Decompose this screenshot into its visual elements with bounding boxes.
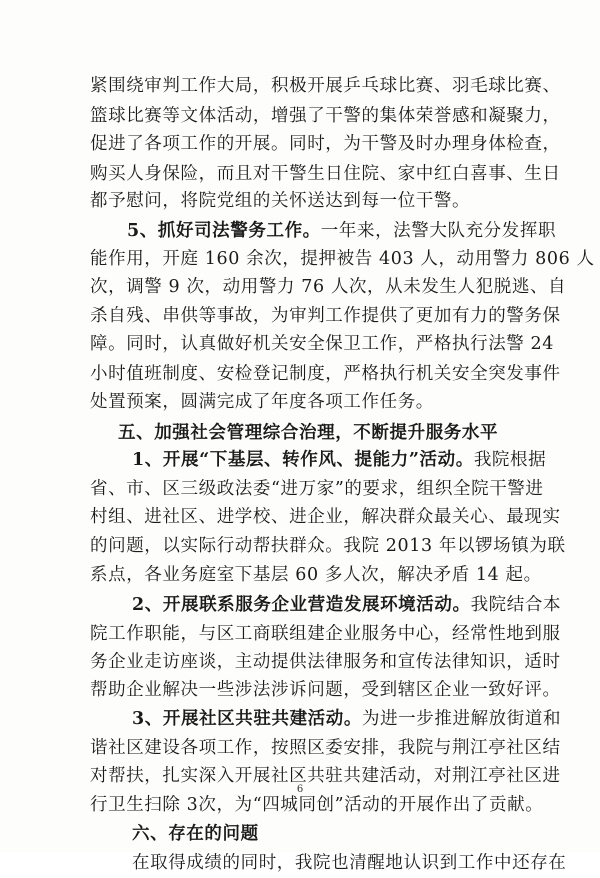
body-text: 村组、进社区、进学校、进企业，解决群众最关心、最现实	[90, 507, 561, 527]
body-text: 处置预案，圆满完成了年度各项工作任务。	[90, 392, 434, 412]
text-line	[0, 216, 600, 246]
body-text: 省、市、区三级政法委“进万家”的要求，组织全院干警进	[90, 479, 544, 499]
body-text: 一年来，法警大队充分发挥职	[320, 221, 557, 241]
text-line	[0, 590, 600, 620]
body-text: 购买人身保险，而且对干警生日住院、家中红白喜事、生日	[90, 164, 561, 184]
text-line	[0, 704, 600, 734]
text-line	[0, 502, 600, 532]
text-line	[0, 101, 600, 131]
text-line	[0, 474, 600, 504]
bold-heading-text: 2、开展联系服务企业营造发展环境活动。	[132, 595, 471, 615]
body-text: 杀自残、串供等事故，为审判工作提供了更加有力的警务保	[90, 306, 561, 326]
text-line	[0, 71, 600, 101]
body-text: 帮助企业解决一些涉法涉诉问题，受到辖区企业一致好评。	[90, 680, 561, 700]
bold-heading-text: 五、加强社会管理综合治理，不断提升服务水平	[118, 423, 499, 443]
body-text: 系点，各业务庭室下基层 60 多人次，解决矛盾 14 起。	[90, 565, 542, 585]
body-text: 对帮扶，扎实深入开展社区共驻共建活动，对荆江亭社区进	[90, 766, 561, 786]
body-text: 为进一步推进解放街道和	[361, 709, 562, 729]
body-text: 紧围绕审判工作大局，积极开展乒乓球比赛、羽毛球比赛、	[90, 76, 561, 96]
text-line	[0, 329, 600, 359]
page-number: 6	[296, 784, 304, 795]
text-line	[0, 272, 600, 302]
bold-heading-text: 3、开展社区共驻共建活动。	[132, 709, 362, 729]
text-line	[0, 129, 600, 159]
text-line	[0, 733, 600, 763]
body-text: 院工作职能，与区工商联组建企业服务中心，经常性地到服	[90, 624, 561, 644]
text-line	[0, 560, 600, 590]
bold-heading-text: 1、开展“下基层、转作风、提能力”活动。	[132, 450, 474, 470]
text-line	[0, 647, 600, 677]
body-text: 障。同时，认真做好机关安全保卫工作，严格执行法警 24	[90, 334, 555, 354]
text-line	[0, 531, 600, 561]
body-text: 谐社区建设各项工作，按照区委安排，我院与荆江亭社区结	[90, 738, 561, 758]
body-text: 小时值班制度、安检登记制度，严格执行机关安全突发事件	[90, 364, 561, 384]
text-line	[0, 418, 600, 448]
body-text: 行卫生扫除 3次，为“四城同创”活动的开展作出了贡献。	[90, 795, 544, 815]
body-text: 能作用，开庭 160 余次，提押被告 403 人，动用警力 806 人	[90, 249, 595, 269]
text-line	[0, 675, 600, 705]
bold-heading-text: 六、存在的问题	[132, 824, 259, 844]
body-text: 的问题，以实际行动帮扶群众。我院 2013 年以锣场镇为联	[90, 536, 566, 556]
body-text: 在取得成绩的同时，我院也清醒地认识到工作中还存在	[132, 853, 567, 873]
body-text: 我院结合本	[470, 595, 562, 615]
body-text: 都予慰问，将院党组的关怀送达到每一位干警。	[90, 191, 471, 211]
text-line	[0, 445, 600, 475]
text-line	[0, 301, 600, 331]
body-text: 次，调警 9 次，动用警力 76 人次，从未发生人犯脱逃、自	[90, 277, 567, 297]
body-text: 务企业走访座谈，主动提供法律服务和宣传法律知识，适时	[90, 652, 561, 672]
text-line	[0, 848, 600, 878]
text-line	[0, 359, 600, 389]
text-line	[0, 819, 600, 849]
text-line	[0, 387, 600, 417]
body-text: 篮球比赛等文体活动，增强了干警的集体荣誉感和凝聚力，	[90, 106, 561, 126]
body-text: 我院根据	[473, 450, 547, 470]
text-line	[0, 244, 600, 274]
body-text: 促进了各项工作的开展。同时，为干警及时办理身体检查，	[90, 134, 561, 154]
text-line	[0, 159, 600, 189]
bold-heading-text: 5、抓好司法警务工作。	[127, 221, 321, 241]
text-line	[0, 186, 600, 216]
text-line	[0, 619, 600, 649]
